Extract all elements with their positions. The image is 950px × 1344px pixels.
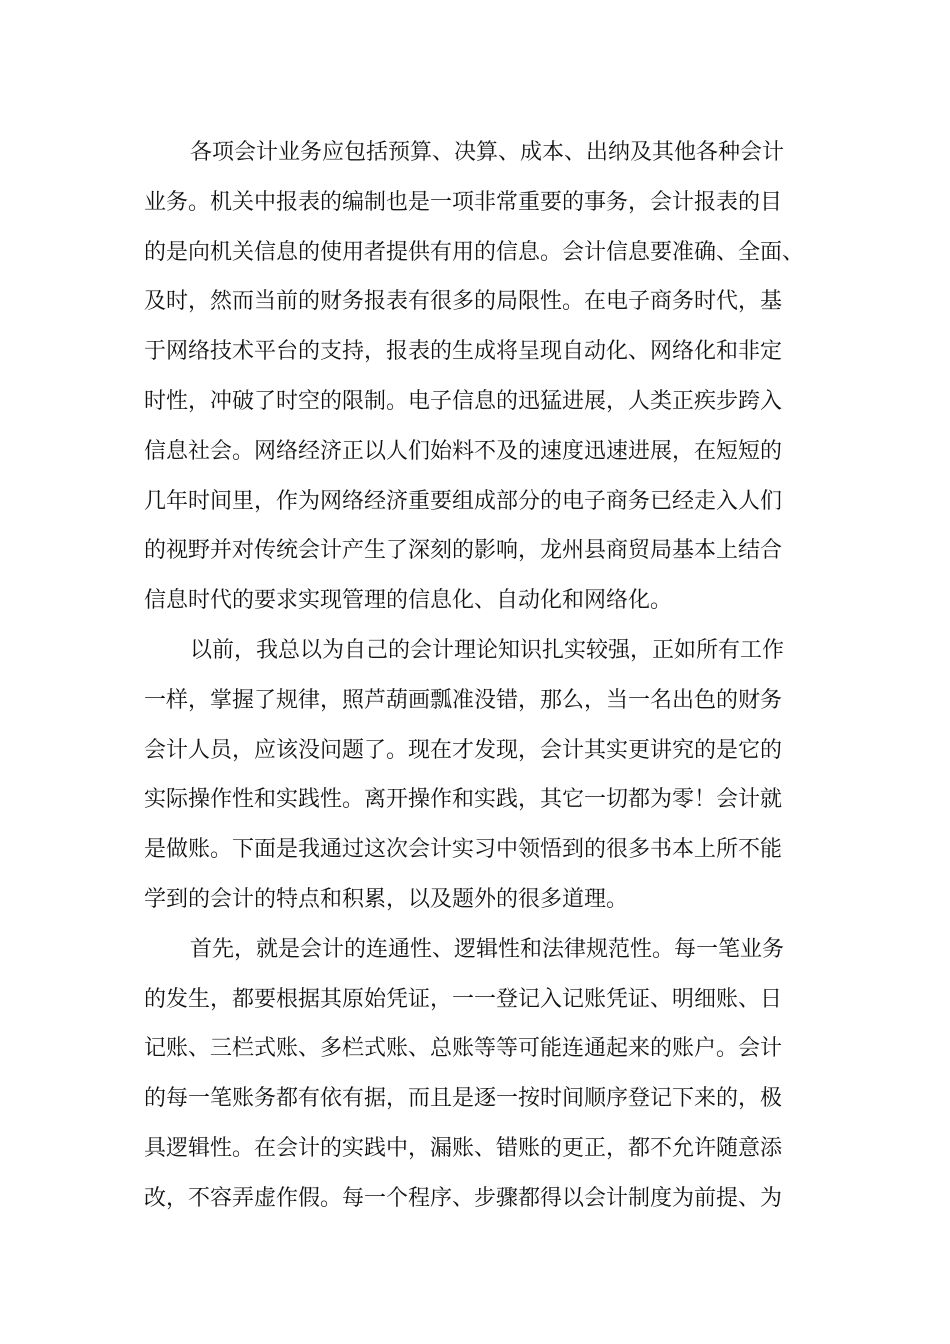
document-body (144, 128, 834, 1224)
text-line: 业务。机关中报表的编制也是一项非常重要的事务，会计报表的目 (144, 189, 783, 215)
text-line: 信息社会。网络经济正以人们始料不及的速度迅速进展，在短短的 (144, 438, 783, 464)
text-line: 具逻辑性。在会计的实践中，漏账、错账的更正，都不允许随意添 (144, 1135, 783, 1161)
text-line: 的视野并对传统会计产生了深刻的影响，龙州县商贸局基本上结合 (144, 538, 783, 564)
text-line: 时性，冲破了时空的限制。电子信息的迅猛进展，人类正疾步跨入 (144, 388, 783, 414)
text-line: 一样，掌握了规律，照芦葫画瓢准没错，那么，当一名出色的财务 (144, 687, 783, 713)
text-line: 改，不容弄虚作假。每一个程序、步骤都得以会计制度为前提、为 (144, 1185, 783, 1211)
paragraph (144, 128, 834, 626)
paragraph (144, 925, 834, 1224)
text-line: 于网络技术平台的支持，报表的生成将呈现自动化、网络化和非定 (144, 339, 783, 365)
text-line: 实际操作性和实践性。离开操作和实践，其它一切都为零！会计就 (144, 787, 783, 813)
text-line: 以前，我总以为自己的会计理论知识扎实较强，正如所有工作 (190, 637, 785, 663)
paragraph (144, 626, 834, 925)
text-line: 记账、三栏式账、多栏式账、总账等等可能连通起来的账户。会计 (144, 1036, 783, 1062)
text-line: 及时，然而当前的财务报表有很多的局限性。在电子商务时代，基 (144, 289, 783, 315)
text-line: 的是向机关信息的使用者提供有用的信息。会计信息要准确、全面、 (144, 239, 805, 265)
text-line: 几年时间里，作为网络经济重要组成部分的电子商务已经走入人们 (144, 488, 783, 514)
text-line: 的发生，都要根据其原始凭证，一一登记入记账凭证、明细账、日 (144, 986, 783, 1012)
text-line: 的每一笔账务都有依有据，而且是逐一按时间顺序登记下来的，极 (144, 1086, 783, 1112)
text-line: 各项会计业务应包括预算、决算、成本、出纳及其他各种会计 (190, 140, 785, 165)
text-line: 学到的会计的特点和积累，以及题外的很多道理。 (144, 886, 629, 912)
text-line: 是做账。下面是我通过这次会计实习中领悟到的很多书本上所不能 (144, 837, 783, 863)
text-line: 会计人员，应该没问题了。现在才发现，会计其实更讲究的是它的 (144, 737, 783, 763)
text-line: 首先，就是会计的连通性、逻辑性和法律规范性。每一笔业务 (190, 936, 785, 962)
text-line: 信息时代的要求实现管理的信息化、自动化和网络化。 (144, 588, 673, 614)
